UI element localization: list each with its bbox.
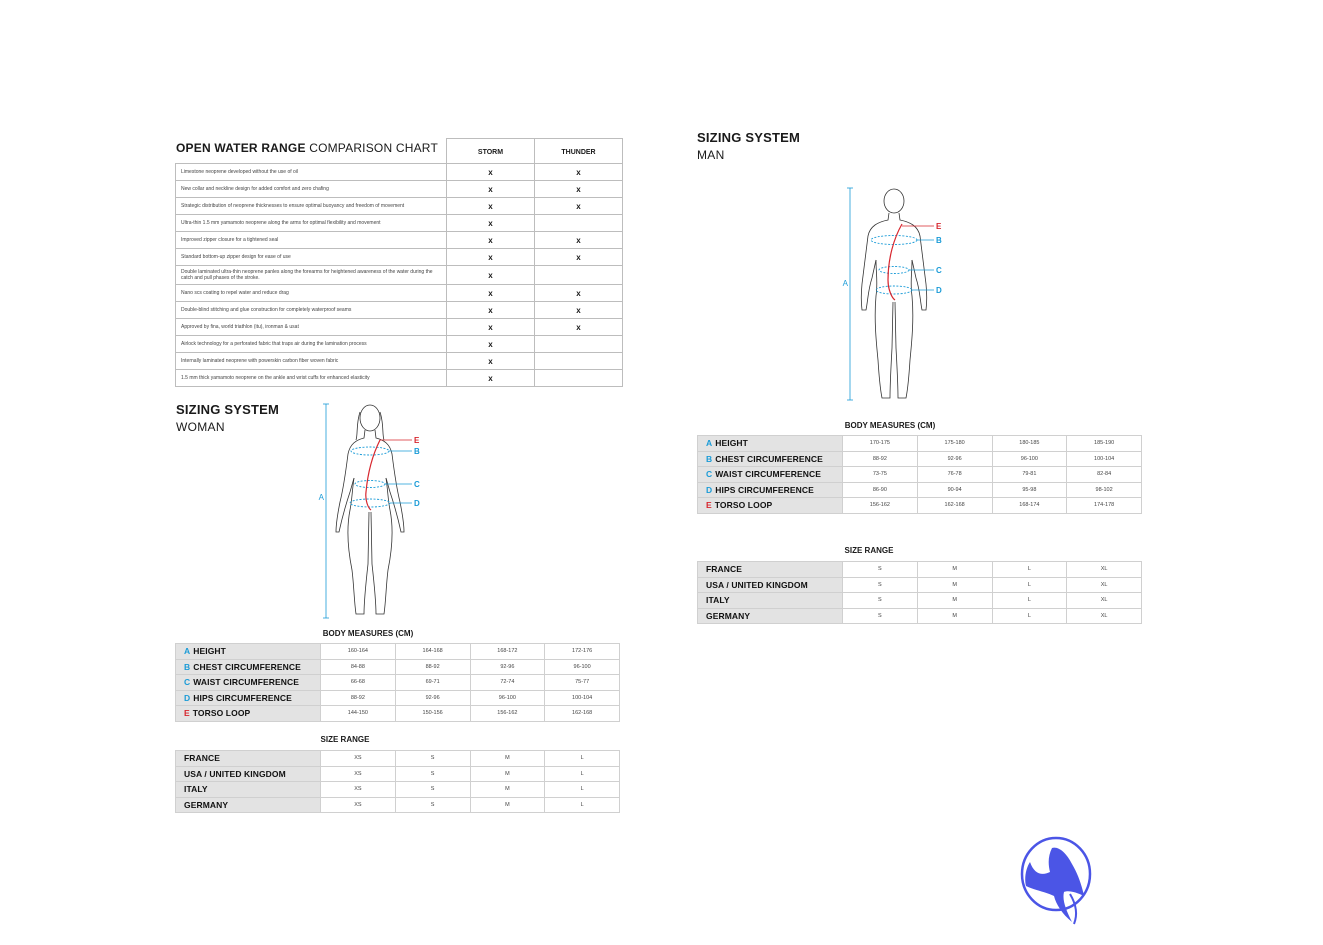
man-measure-row xyxy=(698,482,1142,498)
man-label-e: E xyxy=(936,222,942,231)
woman-size-value: M xyxy=(470,797,545,813)
man-size-value: L xyxy=(992,577,1067,593)
woman-size-value: L xyxy=(545,751,620,767)
storm-mark: x xyxy=(447,336,535,353)
woman-measure-letter: C xyxy=(184,677,191,688)
man-label-b: B xyxy=(936,236,942,245)
man-measure-value: 90-94 xyxy=(917,482,992,498)
woman-size-row xyxy=(176,797,620,813)
man-measure-name: TORSO LOOP xyxy=(714,500,773,511)
woman-size-country: FRANCE xyxy=(176,751,321,767)
woman-measure-letter: D xyxy=(184,692,191,703)
woman-size-row xyxy=(176,766,620,782)
man-label-c: C xyxy=(936,266,942,275)
thunder-mark xyxy=(535,336,623,353)
woman-measure-value: 96-100 xyxy=(470,690,545,706)
man-measure-value: 96-100 xyxy=(992,451,1067,467)
man-measure-value: 156-162 xyxy=(843,498,918,514)
man-measure-label xyxy=(698,482,843,498)
man-measure-value: 79-81 xyxy=(992,467,1067,483)
man-size-value: M xyxy=(917,562,992,578)
storm-mark: x xyxy=(447,181,535,198)
man-section-title: SIZING SYSTEM xyxy=(697,130,801,145)
manta-ray-logo-icon xyxy=(1020,834,1096,926)
woman-size-value: S xyxy=(395,766,470,782)
woman-body-measures-title: BODY MEASURES (CM) xyxy=(322,629,414,638)
man-measure-value: 100-104 xyxy=(1067,451,1142,467)
man-size-value: S xyxy=(843,577,918,593)
woman-measure-value: 168-172 xyxy=(470,644,545,660)
thunder-mark xyxy=(535,370,623,387)
thunder-mark: x xyxy=(535,319,623,336)
man-measure-value: 174-178 xyxy=(1067,498,1142,514)
man-measure-value: 175-180 xyxy=(917,436,992,452)
man-measure-row xyxy=(698,436,1142,452)
thunder-mark xyxy=(535,266,623,285)
woman-size-value: M xyxy=(470,751,545,767)
storm-mark: x xyxy=(447,215,535,232)
storm-mark: x xyxy=(447,285,535,302)
woman-section-subtitle: WOMAN xyxy=(176,420,225,434)
storm-mark: x xyxy=(447,302,535,319)
woman-size-country: ITALY xyxy=(176,782,321,798)
man-measure-name: WAIST CIRCUMFERENCE xyxy=(715,469,822,480)
thunder-mark: x xyxy=(535,181,623,198)
feature-cell: Strategic distribution of neoprene thicknesses to ensure optimal buoyancy and freedom of movement xyxy=(176,198,447,215)
man-measure-value: 76-78 xyxy=(917,467,992,483)
woman-measure-letter: B xyxy=(184,661,191,672)
man-measure-letter: E xyxy=(706,500,712,511)
woman-measure-label xyxy=(176,675,321,691)
woman-circumference-lines xyxy=(350,447,390,507)
thunder-mark: x xyxy=(535,302,623,319)
man-section-subtitle: MAN xyxy=(697,148,725,162)
thunder-mark: x xyxy=(535,232,623,249)
man-measure-value: 95-98 xyxy=(992,482,1067,498)
man-measure-name: HEIGHT xyxy=(715,438,748,449)
man-measure-row xyxy=(698,451,1142,467)
woman-measure-letter: E xyxy=(184,708,190,719)
man-measure-letter: B xyxy=(706,453,713,464)
woman-measure-name: HEIGHT xyxy=(193,646,226,657)
comparison-row xyxy=(176,249,623,266)
man-size-value: XL xyxy=(1067,562,1142,578)
comparison-row xyxy=(176,164,623,181)
woman-size-value: XS xyxy=(321,797,396,813)
man-measure-name: HIPS CIRCUMFERENCE xyxy=(715,484,814,495)
man-size-value: XL xyxy=(1067,593,1142,609)
man-size-country: ITALY xyxy=(698,593,843,609)
feature-cell: Nano scs coating to repel water and reduce drag xyxy=(176,285,447,302)
man-measure-value: 82-84 xyxy=(1067,467,1142,483)
comparison-row xyxy=(176,302,623,319)
feature-cell: Improved zipper closure for a tightened seal xyxy=(176,232,447,249)
man-measure-value: 98-102 xyxy=(1067,482,1142,498)
man-measure-value: 180-185 xyxy=(992,436,1067,452)
man-measure-label xyxy=(698,436,843,452)
woman-measure-label xyxy=(176,644,321,660)
woman-size-range-table xyxy=(175,750,620,813)
woman-size-value: XS xyxy=(321,766,396,782)
woman-measure-row xyxy=(176,690,620,706)
thunder-mark: x xyxy=(535,164,623,181)
man-size-value: M xyxy=(917,593,992,609)
woman-measure-label xyxy=(176,659,321,675)
storm-mark: x xyxy=(447,370,535,387)
man-measure-row xyxy=(698,498,1142,514)
comparison-row xyxy=(176,181,623,198)
woman-measure-row xyxy=(176,706,620,722)
man-size-country: USA / UNITED KINGDOM xyxy=(698,577,843,593)
woman-size-value: XS xyxy=(321,751,396,767)
thunder-mark: x xyxy=(535,198,623,215)
thunder-mark xyxy=(535,215,623,232)
comparison-row xyxy=(176,353,623,370)
man-measure-letter: C xyxy=(706,469,713,480)
feature-cell: Double-blind stitching and glue construction for completely waterproof seams xyxy=(176,302,447,319)
feature-cell: Airlock technology for a perforated fabric that traps air during the lamination process xyxy=(176,336,447,353)
woman-label-c: C xyxy=(414,480,420,489)
woman-body-measures-table xyxy=(175,643,620,722)
man-size-country: GERMANY xyxy=(698,608,843,624)
storm-mark: x xyxy=(447,353,535,370)
woman-measure-value: 160-164 xyxy=(321,644,396,660)
woman-measure-value: 156-162 xyxy=(470,706,545,722)
thunder-mark: x xyxy=(535,249,623,266)
woman-size-value: M xyxy=(470,782,545,798)
man-label-a: A xyxy=(842,279,848,288)
woman-size-value: XS xyxy=(321,782,396,798)
man-size-value: S xyxy=(843,562,918,578)
feature-cell: Double laminated ultra-thin neoprene panles along the forearms for heightened awareness of the water during the catch and pull phases of the stroke. xyxy=(176,266,447,285)
man-height-line xyxy=(847,188,853,400)
man-measure-row xyxy=(698,467,1142,483)
woman-size-value: S xyxy=(395,797,470,813)
man-size-value: XL xyxy=(1067,608,1142,624)
man-size-row xyxy=(698,577,1142,593)
storm-mark: x xyxy=(447,249,535,266)
woman-size-country: USA / UNITED KINGDOM xyxy=(176,766,321,782)
comparison-table xyxy=(175,138,623,387)
woman-body-diagram xyxy=(316,400,426,622)
woman-size-value: L xyxy=(545,782,620,798)
man-measure-value: 162-168 xyxy=(917,498,992,514)
comparison-row xyxy=(176,266,623,285)
thunder-mark xyxy=(535,353,623,370)
man-size-value: L xyxy=(992,562,1067,578)
feature-cell: Standard bottom-up zipper design for ease of use xyxy=(176,249,447,266)
woman-measure-value: 164-168 xyxy=(395,644,470,660)
woman-label-b: B xyxy=(414,447,420,456)
woman-measure-value: 100-104 xyxy=(545,690,620,706)
man-measure-value: 86-90 xyxy=(843,482,918,498)
thunder-mark: x xyxy=(535,285,623,302)
feature-cell: Internally laminated neoprene with powerskin carbon fiber woven fabric xyxy=(176,353,447,370)
woman-size-value: S xyxy=(395,782,470,798)
man-size-value: XL xyxy=(1067,577,1142,593)
woman-size-row xyxy=(176,751,620,767)
comparison-title-bold: OPEN WATER RANGE xyxy=(176,141,306,155)
comparison-row xyxy=(176,319,623,336)
man-size-value: S xyxy=(843,593,918,609)
man-measure-label xyxy=(698,498,843,514)
woman-measure-name: HIPS CIRCUMFERENCE xyxy=(193,692,292,703)
woman-measure-value: 75-77 xyxy=(545,675,620,691)
man-size-row xyxy=(698,608,1142,624)
woman-measure-name: CHEST CIRCUMFERENCE xyxy=(193,661,301,672)
man-body-diagram xyxy=(840,184,950,406)
comparison-row xyxy=(176,336,623,353)
man-size-value: L xyxy=(992,593,1067,609)
woman-size-range-title: SIZE RANGE xyxy=(320,735,370,744)
woman-measure-row xyxy=(176,675,620,691)
woman-measure-value: 150-156 xyxy=(395,706,470,722)
woman-measure-value: 84-88 xyxy=(321,659,396,675)
woman-measure-label xyxy=(176,706,321,722)
man-measure-value: 92-96 xyxy=(917,451,992,467)
woman-measure-name: WAIST CIRCUMFERENCE xyxy=(193,677,300,688)
woman-size-row xyxy=(176,782,620,798)
man-circumference-lines xyxy=(871,236,917,295)
man-measure-label xyxy=(698,451,843,467)
woman-size-value: S xyxy=(395,751,470,767)
woman-measure-row xyxy=(176,644,620,660)
woman-size-value: L xyxy=(545,797,620,813)
column-header-storm: STORM xyxy=(447,139,535,164)
feature-cell: New collar and neckline design for added comfort and zero chafing xyxy=(176,181,447,198)
woman-measure-value: 172-176 xyxy=(545,644,620,660)
woman-measure-value: 144-150 xyxy=(321,706,396,722)
woman-size-value: L xyxy=(545,766,620,782)
comparison-row xyxy=(176,370,623,387)
woman-measure-value: 72-74 xyxy=(470,675,545,691)
woman-measure-label xyxy=(176,690,321,706)
storm-mark: x xyxy=(447,164,535,181)
woman-measure-value: 92-96 xyxy=(395,690,470,706)
man-size-row xyxy=(698,593,1142,609)
woman-measure-value: 69-71 xyxy=(395,675,470,691)
woman-size-country: GERMANY xyxy=(176,797,321,813)
man-measure-value: 168-174 xyxy=(992,498,1067,514)
feature-cell: Limestone neoprene developed without the use of oil xyxy=(176,164,447,181)
man-measure-letter: D xyxy=(706,484,713,495)
woman-measure-letter: A xyxy=(184,646,191,657)
storm-mark: x xyxy=(447,319,535,336)
woman-height-line xyxy=(323,404,329,618)
comparison-row xyxy=(176,198,623,215)
man-size-row xyxy=(698,562,1142,578)
woman-measure-name: TORSO LOOP xyxy=(192,708,251,719)
man-body-measures-table xyxy=(697,435,1142,514)
woman-measure-value: 88-92 xyxy=(321,690,396,706)
man-size-value: M xyxy=(917,577,992,593)
man-label-d: D xyxy=(936,286,942,295)
comparison-row xyxy=(176,232,623,249)
comparison-row xyxy=(176,285,623,302)
woman-label-d: D xyxy=(414,499,420,508)
woman-label-a: A xyxy=(318,493,324,502)
man-measure-value: 170-175 xyxy=(843,436,918,452)
comparison-title-rest: COMPARISON CHART xyxy=(309,141,438,155)
feature-cell: Approved by fina, world triathlon (itu), ironman & usat xyxy=(176,319,447,336)
man-body-measures-title: BODY MEASURES (CM) xyxy=(844,421,936,430)
man-size-country: FRANCE xyxy=(698,562,843,578)
man-size-value: S xyxy=(843,608,918,624)
woman-section-title: SIZING SYSTEM xyxy=(176,402,280,417)
man-measure-letter: A xyxy=(706,438,713,449)
feature-cell: Ultra-thin 1.5 mm yamamoto neoprene along the arms for optimal flexibility and movement xyxy=(176,215,447,232)
woman-measure-row xyxy=(176,659,620,675)
man-silhouette xyxy=(861,189,927,398)
man-size-range-table xyxy=(697,561,1142,624)
woman-size-value: M xyxy=(470,766,545,782)
column-header-thunder: THUNDER xyxy=(535,139,623,164)
woman-measure-value: 162-168 xyxy=(545,706,620,722)
woman-label-e: E xyxy=(414,436,420,445)
comparison-title xyxy=(176,141,438,155)
man-size-range-title: SIZE RANGE xyxy=(844,546,894,555)
storm-mark: x xyxy=(447,198,535,215)
man-measure-value: 185-190 xyxy=(1067,436,1142,452)
man-size-value: L xyxy=(992,608,1067,624)
man-size-value: M xyxy=(917,608,992,624)
storm-mark: x xyxy=(447,266,535,285)
storm-mark: x xyxy=(447,232,535,249)
woman-measure-value: 88-92 xyxy=(395,659,470,675)
man-measure-value: 73-75 xyxy=(843,467,918,483)
woman-measure-value: 92-96 xyxy=(470,659,545,675)
woman-measure-value: 66-68 xyxy=(321,675,396,691)
man-measure-value: 88-92 xyxy=(843,451,918,467)
man-measure-name: CHEST CIRCUMFERENCE xyxy=(715,453,823,464)
comparison-row xyxy=(176,215,623,232)
woman-measure-value: 96-100 xyxy=(545,659,620,675)
feature-cell: 1.5 mm thick yamamoto neoprene on the ankle and wrist cuffs for enhanced elasticity xyxy=(176,370,447,387)
man-measure-label xyxy=(698,467,843,483)
